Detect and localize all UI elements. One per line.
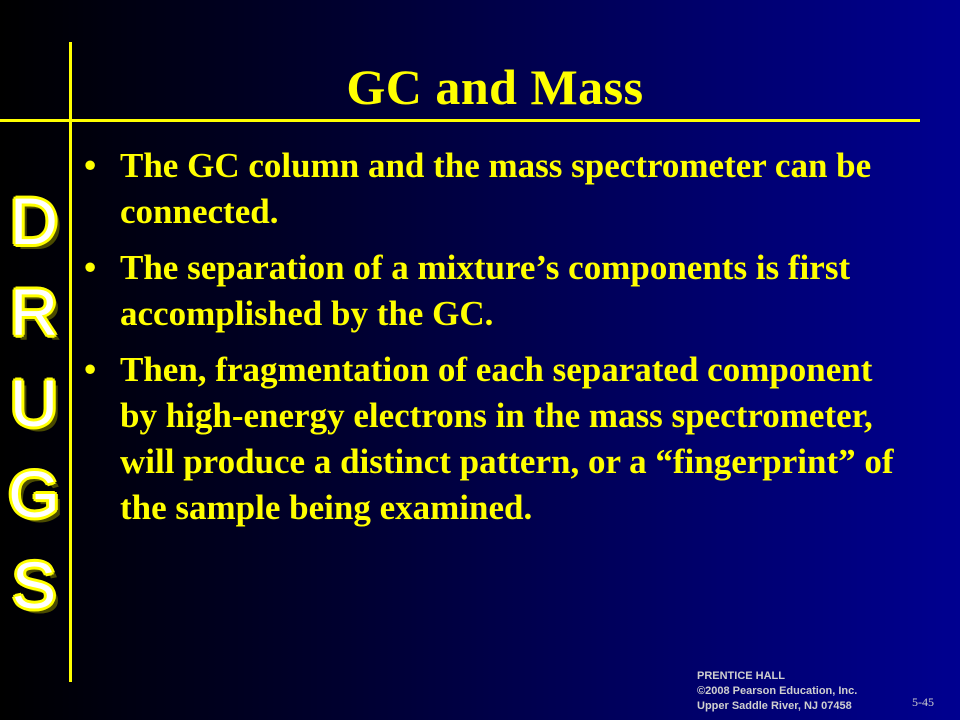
side-letter-r: R [10, 275, 58, 349]
page-number: 5-45 [912, 695, 934, 709]
bullet-text: Then, fragmentation of each separated component by high-energy electrons in the mass spectrometer, will produce a distinct pattern, or a “fingerprint” of the sample being examined. [120, 350, 894, 527]
bullet-item [84, 143, 914, 235]
publisher-credit [697, 669, 857, 714]
bullet-list [84, 143, 914, 541]
side-letter-s: S [11, 548, 57, 622]
side-word-drugs [2, 176, 66, 631]
vertical-rule [69, 42, 72, 682]
bullet-text: The separation of a mixture’s components is first accomplished by the GC. [120, 248, 851, 333]
bullet-item [84, 245, 914, 337]
bullet-dot-icon: • [84, 350, 97, 389]
bullet-dot-icon: • [84, 146, 97, 185]
side-letter-u: U [10, 366, 58, 440]
side-letter-d: D [10, 184, 58, 258]
copyright-line: ©2008 Pearson Education, Inc. [697, 685, 858, 697]
bullet-text: The GC column and the mass spectrometer can be connected. [120, 146, 872, 231]
bullet-item [84, 347, 914, 531]
slide-title: GC and Mass [346, 59, 644, 115]
side-letter-g: G [8, 457, 60, 531]
bullet-dot-icon: • [84, 248, 97, 287]
publisher-address: Upper Saddle River, NJ 07458 [697, 700, 852, 712]
publisher-name: PRENTICE HALL [697, 670, 785, 682]
title-underline [0, 119, 920, 122]
